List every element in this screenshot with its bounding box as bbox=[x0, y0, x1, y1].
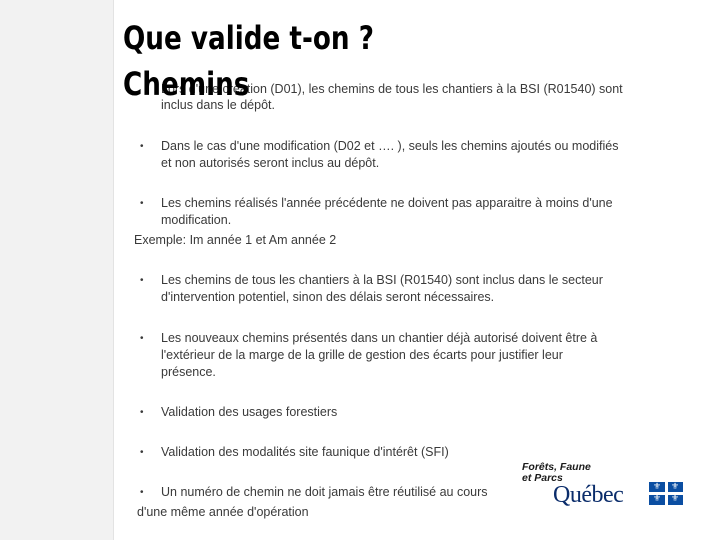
bullet-marker: • bbox=[140, 141, 144, 152]
logo-ministry-text bbox=[522, 462, 591, 484]
fleur-de-lis-icon: ⚜ bbox=[652, 494, 662, 504]
bullet-modification-line2: et non autorisés seront inclus au dépôt. bbox=[161, 156, 380, 170]
bullet-new-roads-line2: l'extérieur de la marge de la grille de gestion des écarts pour justifier leur bbox=[161, 348, 563, 362]
bullet-road-number-line1: Un numéro de chemin ne doit jamais être réutilisé au cours bbox=[161, 485, 488, 499]
side-panel bbox=[0, 0, 114, 540]
fleur-de-lis-icon: ⚜ bbox=[652, 482, 662, 492]
bullet-marker: • bbox=[140, 487, 144, 498]
bullet-marker: • bbox=[140, 333, 144, 344]
bullet-sector-line2: d'intervention potentiel, sinon des délais seront nécessaires. bbox=[161, 290, 495, 304]
bullet-previous-year-line2: modification. bbox=[161, 213, 232, 227]
bullet-marker: • bbox=[140, 275, 144, 286]
bullet-marker: • bbox=[140, 198, 144, 209]
quebec-flag-icon bbox=[649, 482, 683, 505]
bullet-wildlife-sites: Validation des modalités site faunique d'intérêt (SFI) bbox=[161, 445, 449, 459]
bullet-forest-uses: Validation des usages forestiers bbox=[161, 405, 338, 419]
bullet-new-roads-line3: présence. bbox=[161, 365, 216, 379]
paragraph-creation-line1: Lors d'une création (D01), les chemins de tous les chantiers à la BSI (R01540) sont bbox=[161, 82, 623, 96]
bullet-marker: • bbox=[140, 447, 144, 458]
bullet-modification-line1: Dans le cas d'une modification (D02 et …. ), seuls les chemins ajoutés ou modifiés bbox=[161, 139, 619, 153]
bullet-new-roads-line1: Les nouveaux chemins présentés dans un chantier déjà autorisé doivent être à bbox=[161, 331, 598, 345]
fleur-de-lis-icon: ⚜ bbox=[670, 494, 680, 504]
logo-quebec-wordmark: Québec bbox=[553, 482, 624, 508]
bullet-sector-line1: Les chemins de tous les chantiers à la BSI (R01540) sont inclus dans le secteur bbox=[161, 273, 603, 287]
logo-ministry-line2: et Parcs bbox=[522, 472, 563, 484]
bullet-previous-year-line1: Les chemins réalisés l'année précédente ne doivent pas apparaitre à moins d'une bbox=[161, 196, 613, 210]
paragraph-creation-line2: inclus dans le dépôt. bbox=[161, 98, 275, 112]
slide-title: Que valide t-on ? bbox=[123, 19, 374, 57]
logo-ministry-line1: Forêts, Faune bbox=[522, 461, 591, 473]
example-text: Exemple: Im année 1 et Am année 2 bbox=[134, 233, 337, 247]
fleur-de-lis-icon: ⚜ bbox=[670, 482, 680, 492]
bullet-marker: • bbox=[140, 407, 144, 418]
slide-subtitle: Chemins bbox=[123, 65, 250, 103]
bullet-road-number-line2: d'une même année d'opération bbox=[137, 505, 309, 519]
